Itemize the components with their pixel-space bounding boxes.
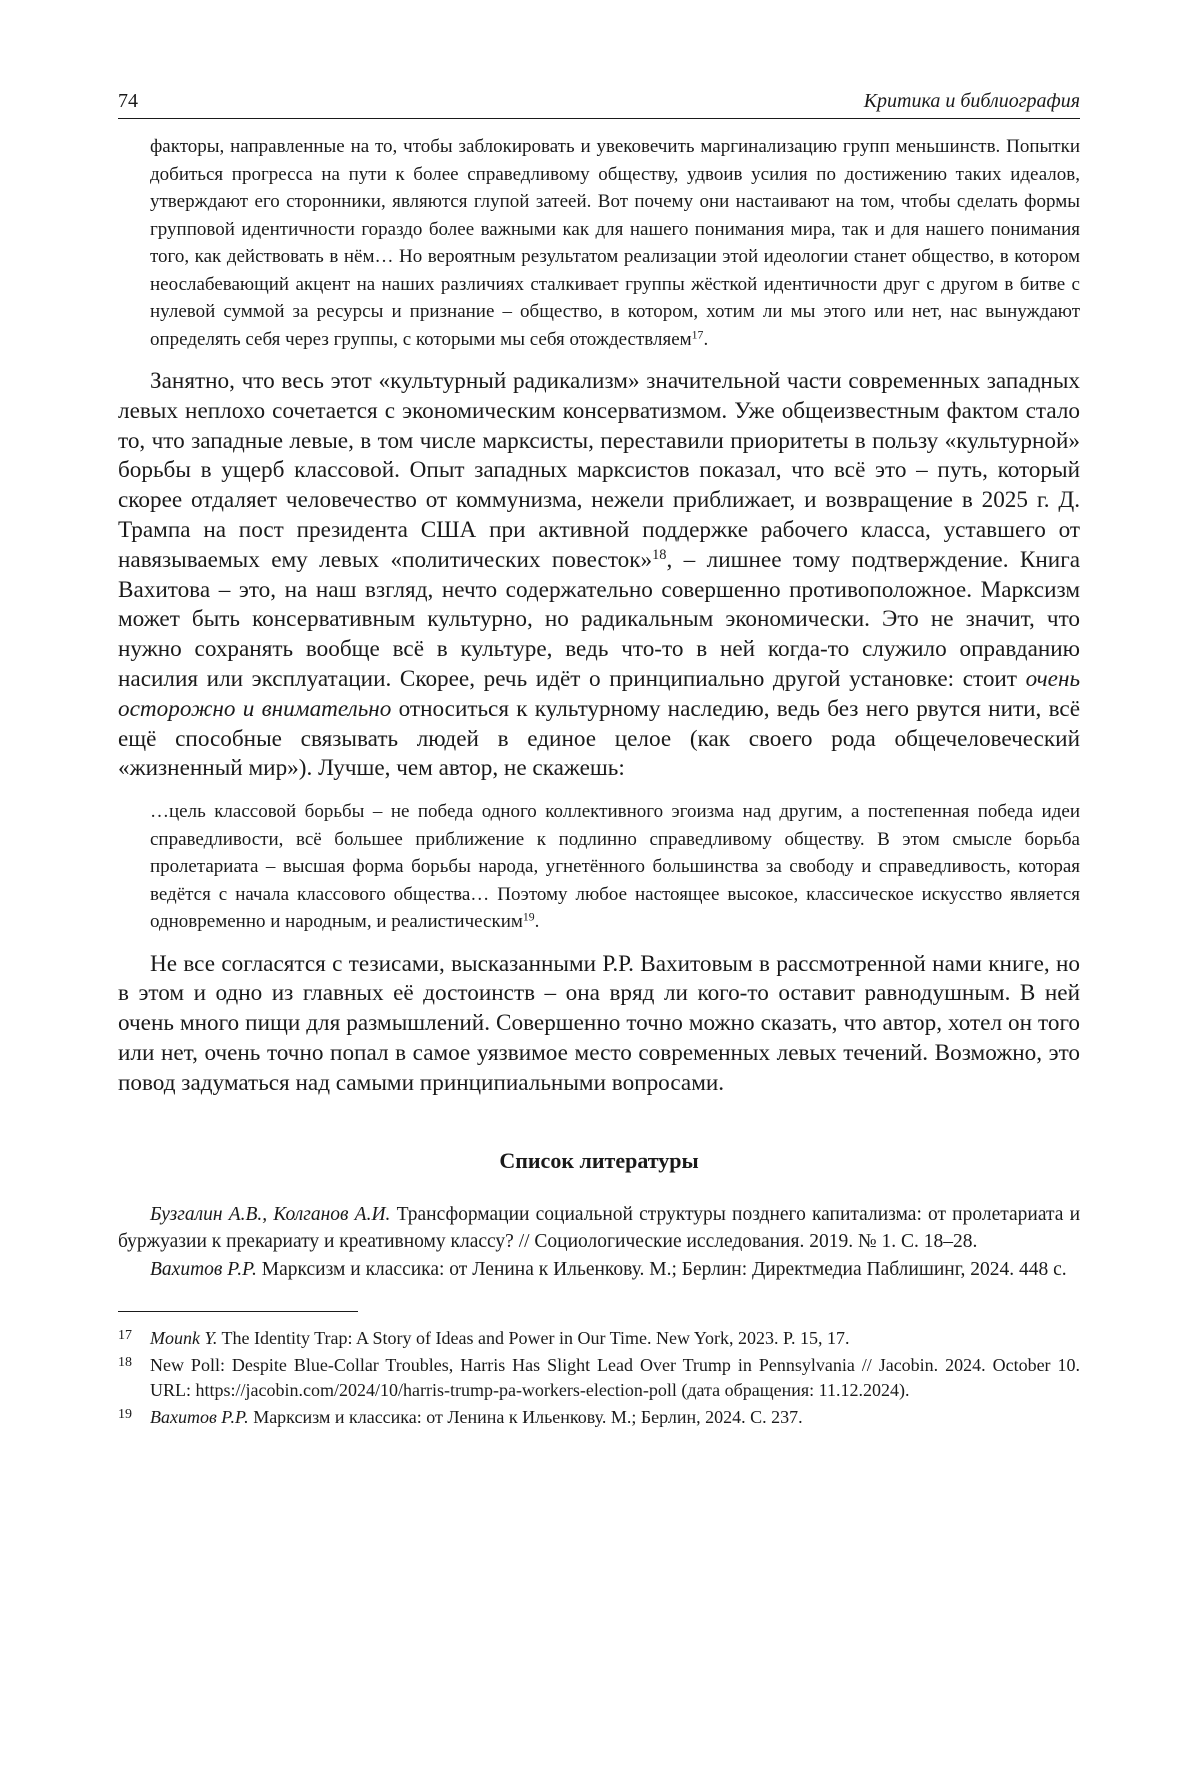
footnote-text [150,1326,1080,1351]
footnote-details: Марксизм и классика: от Ленина к Ильенкову. М.; Берлин, 2024. С. 237. [248,1407,803,1428]
paragraph-text-part-3: относиться к культурному наследию, ведь без него рвутся нити, всё ещё способные связывать людей в единое целое (как своего рода общечеловеческий «жизненный мир»). Лучше, чем автор, не скажешь: [118,695,1080,782]
reference-item [118,1201,1080,1256]
body-paragraph-cultural-radicalism [118,367,1080,784]
journal-page [118,88,1080,1432]
footnote-details[interactable]: New Poll: Despite Blue-Collar Troubles, Harris Has Slight Lead Over Trump in Pennsylvania // Jacobin. 2024. October 10. URL: https://jacobin.com/2024/10/harris-trump-pa-workers-election-poll (дата обращения: 11.12.2024). [150,1355,1080,1401]
block-quote-end: . [534,911,540,933]
footnote-18 [118,1353,1080,1403]
references-list [118,1201,1080,1284]
footnote-separator [118,1311,358,1312]
footnote-text [150,1353,1080,1403]
reference-details: Марксизм и классика: от Ленина к Ильенкову. М.; Берлин: Директмедиа Паблишинг, 2024. 448 с. [256,1258,1067,1280]
page-number: 74 [118,90,138,112]
block-quote-identity [150,133,1080,353]
references-heading: Список литературы [499,1147,699,1173]
block-quote-class-struggle [150,798,1080,936]
section-title: Критика и библиография [863,90,1080,112]
footnote-ref-19[interactable]: 19 [522,910,535,924]
footnote-ref-17[interactable]: 17 [691,328,704,342]
footnote-ref-18[interactable]: 18 [652,546,667,563]
footnotes [118,1326,1080,1430]
paragraph-text-part-2: , – лишнее тому подтверждение. Книга Вахитова – это, на наш взгляд, нечто содержательно совершенно противоположное. Марксизм может быть консервативным культурно, но радикальным экономически. Это не значит, что нужно сохранять вообще всё в культуре, ведь что-то в ней когда-то служило оправданию насилия или эксплуатации. Скорее, речь идёт о принципиально другой установке: стоит [118,546,1080,692]
footnote-text [150,1405,1080,1430]
body-paragraph-conclusion: Не все согласятся с тезисами, высказанными Р.Р. Вахитовым в рассмотренной нами книге, но в этом и одно из главных её достоинств – она вряд ли кого-то оставит равнодушным. В ней очень много пищи для размышлений. Совершенно точно можно сказать, что автор, хотел он того или нет, очень точно попал в самое уязвимое место современных левых течений. Возможно, это повод задуматься над самыми принципиальными вопросами. [118,950,1080,1096]
footnote-author: Mounk Y. [150,1328,218,1349]
reference-item [118,1256,1080,1284]
footnote-number: 19 [118,1407,132,1423]
paragraph-text-part-1: Занятно, что весь этот «культурный радикализм» значительной части современных западных левых неплохо сочетается с экономическим консерватизмом. Уже общеизвестным фактом стало то, что западные левые, в том числе марксисты, переставили приоритеты в пользу «культурной» борьбы в ущерб классовой. Опыт западных марксистов показал, что всё это – путь, который скорее отдаляет человечество от коммунизма, нежели приближает, и возвращение в 2025 г. Д. Трампа на пост президента США при активной поддержке рабочего класса, уставшего от навязываемых ему левых «политических повесток» [118,368,1080,573]
footnote-17 [118,1326,1080,1351]
reference-details: Трансформации социальной структуры позднего капитализма: от пролетариата и буржуазии к прекариату и креативному классу? // Социологические исследования. 2019. № 1. С. 18–28. [118,1203,1080,1253]
footnote-details: The Identity Trap: A Story of Ideas and Power in Our Time. New York, 2023. P. 15, 17. [217,1328,850,1349]
reference-authors: Бузгалин А.В., Колганов А.И. [150,1203,391,1225]
footnote-author: Вахитов Р.Р. [150,1407,249,1428]
footnote-19 [118,1405,1080,1430]
footnote-number: 18 [118,1355,132,1371]
block-quote-text: …цель классовой борьбы – не победа одного коллективного эгоизма над другим, а постепенная победа идеи справедливости, всё большее приближение к подлинно справедливому обществу. В этом смысле борьба пролетариата – высшая форма борьбы народа, угнетённого большинства за свободу и справедливость, которая ведётся с начала классового общества… Поэтому любое настоящее высокое, классическое искусство является одновременно и народным, и реалистическим [150,801,1080,933]
block-quote-text: факторы, направленные на то, чтобы заблокировать и увековечить маргинализацию групп меньшинств. Попытки добиться прогресса на пути к более справедливому обществу, удвоив усилия по достижению таких идеалов, утверждают его сторонники, являются глупой затеей. Вот почему они настаивают на том, чтобы сделать формы групповой идентичности гораздо более важными как для нашего понимания мира, так и для нашего понимания того, как действовать в нём… Но вероятным результатом реализации этой идеологии станет общество, в котором неослабевающий акцент на наших различиях сталкивает группы жёсткой идентичности друг с другом в битве с нулевой суммой за ресурсы и признание – общество, в котором, хотим ли мы этого или нет, нас вынуждают определять себя через группы, с которыми мы себя отождествляем [150,136,1080,350]
running-header [118,88,1080,119]
reference-authors: Вахитов Р.Р. [150,1258,257,1280]
paragraph-emphasis: очень осторожно и внимательно [118,665,1080,722]
block-quote-end: . [703,328,709,350]
footnote-number: 17 [118,1328,132,1344]
